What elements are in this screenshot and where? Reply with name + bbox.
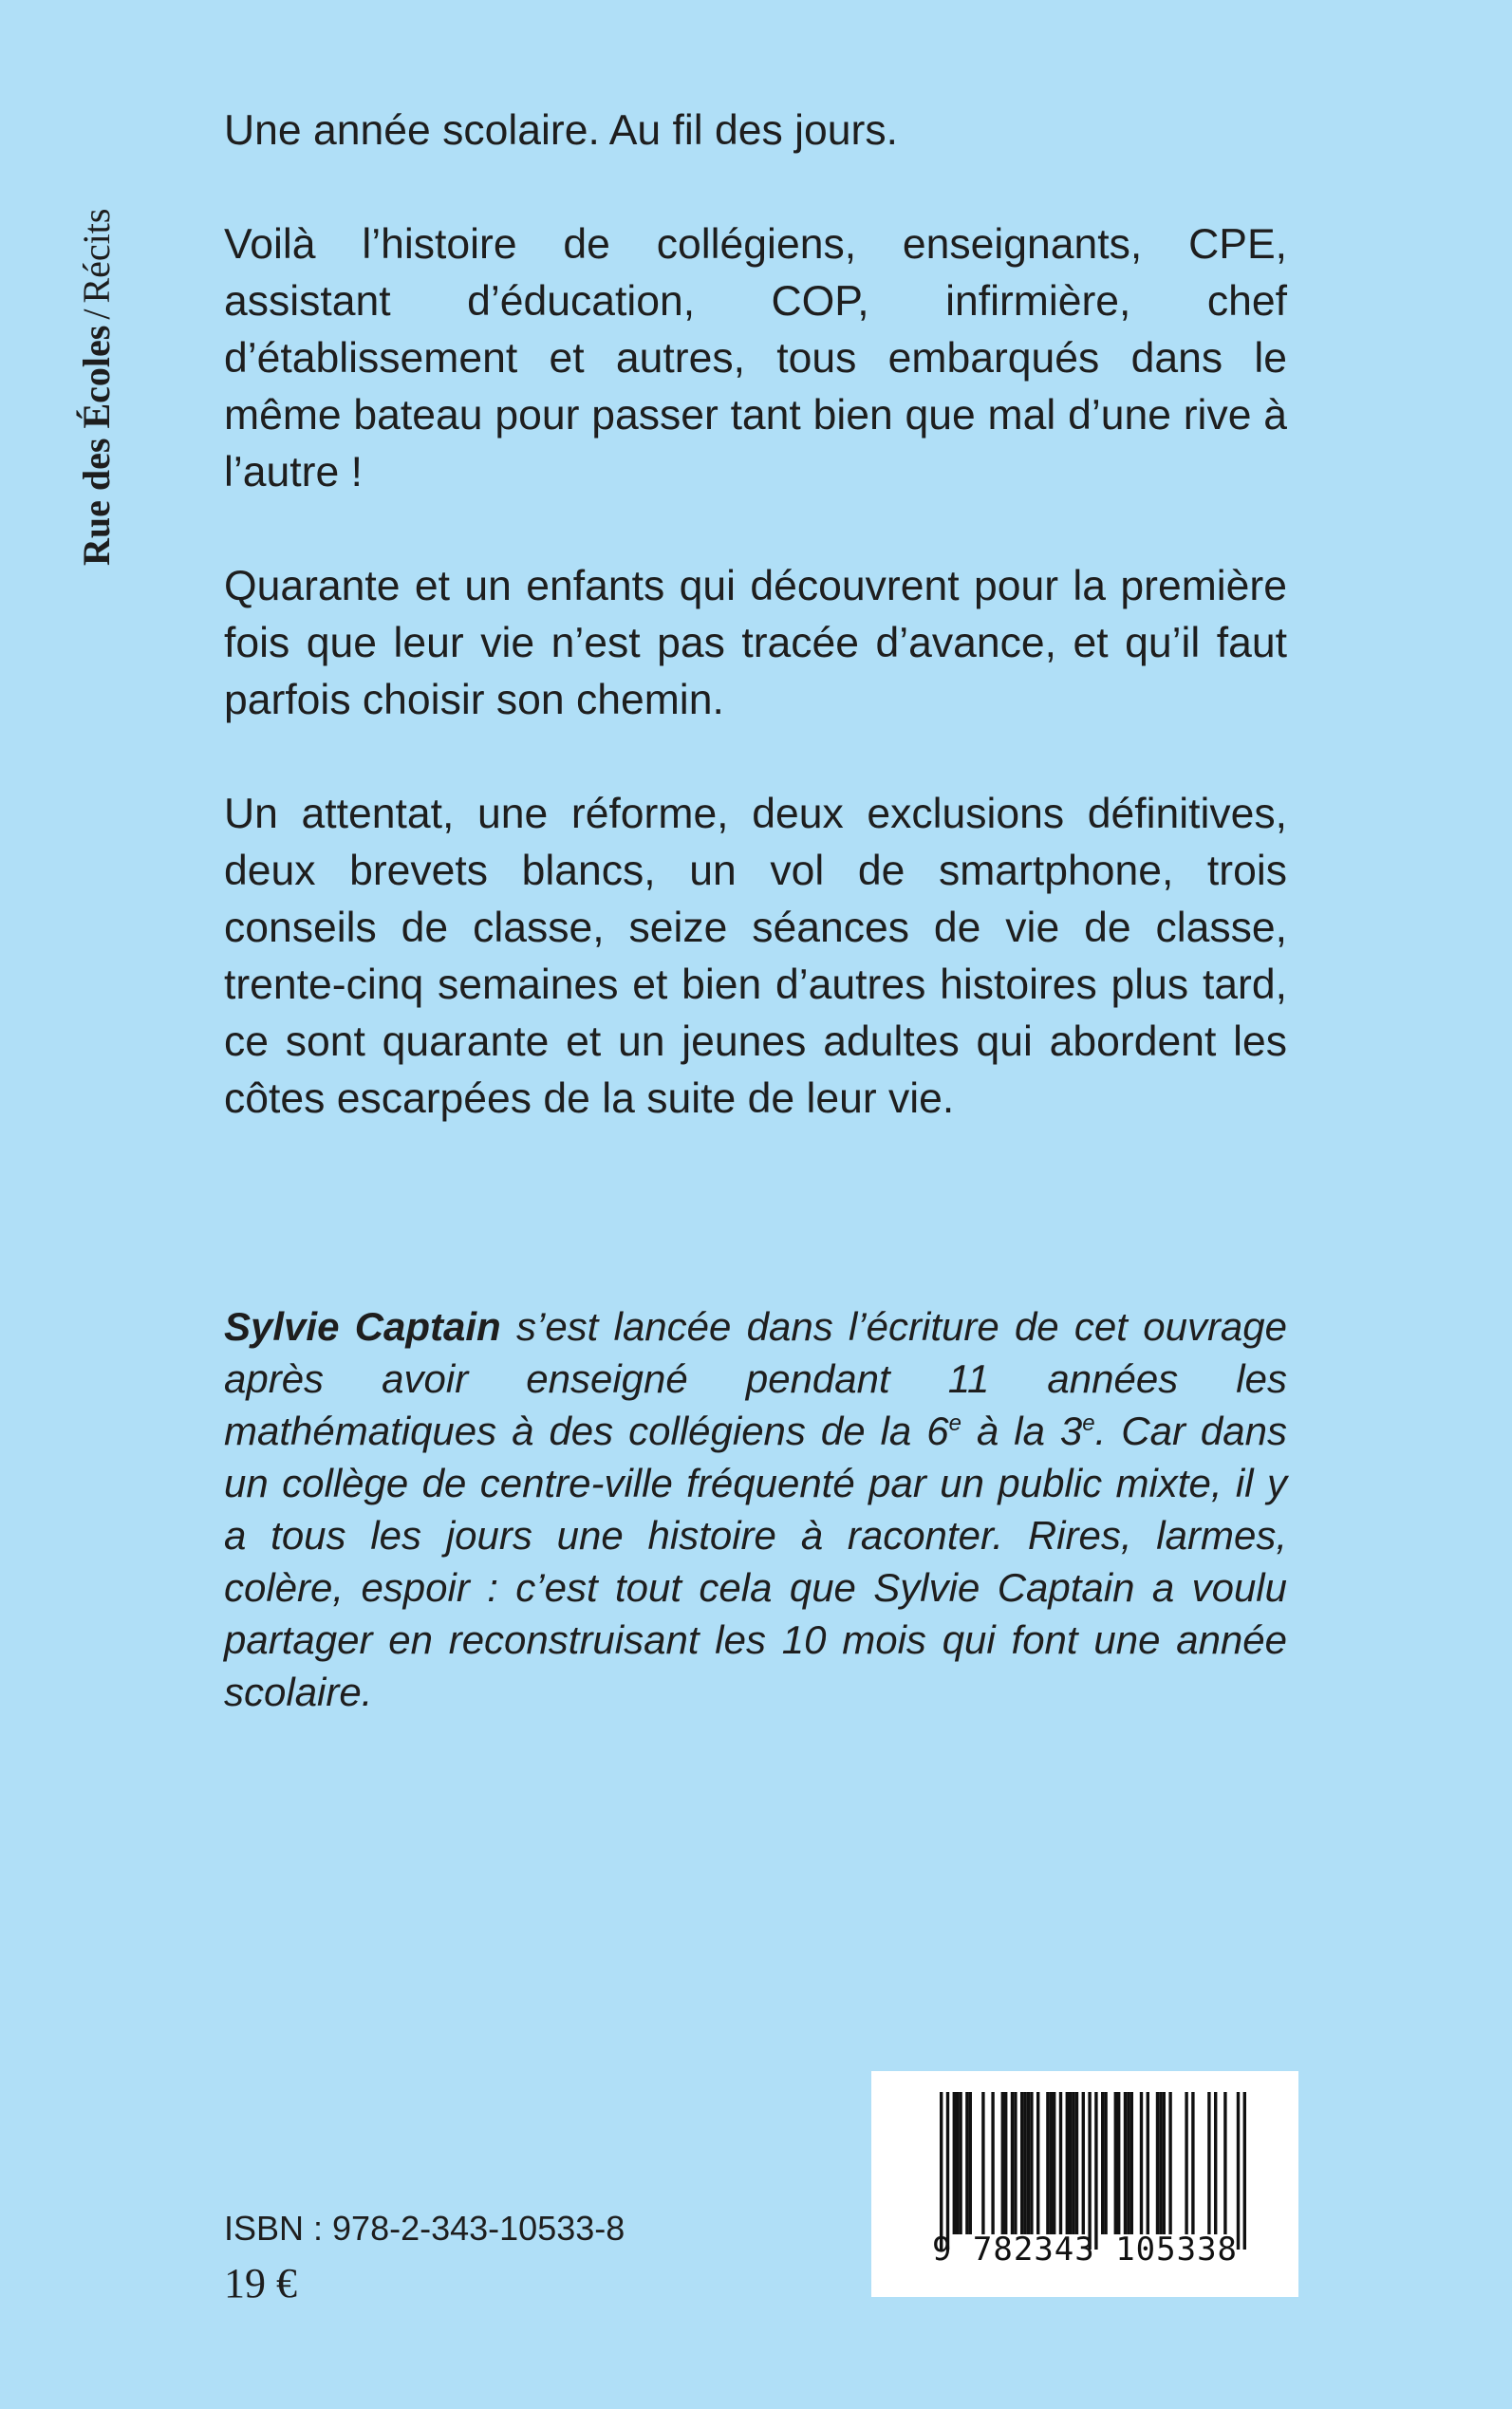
barcode-bar-34 <box>1127 2092 1129 2234</box>
barcode-bar-31 <box>1114 2092 1117 2234</box>
blurb <box>224 103 1287 1185</box>
author-bio <box>224 1300 1287 1718</box>
barcode-bar-4 <box>959 2092 961 2234</box>
barcode-bar-10 <box>1004 2092 1007 2234</box>
barcode-bar-36 <box>1140 2092 1143 2234</box>
barcode-bar-5 <box>965 2092 968 2234</box>
bio-text-3: . Car dans un collège de centre-ville fréquenté par un public mixte, il y a tous les jours une histoire à raconter. Rires, larmes, colère, espoir : c’est tout cela que Sylvie Captain a voulu partager en reconstruisant les 10 mois qui font une année scolaire. <box>224 1409 1287 1714</box>
barcode-bar-26 <box>1082 2092 1085 2234</box>
barcode-bar-42 <box>1185 2092 1187 2234</box>
series-separator: / <box>75 308 118 320</box>
barcode-bar-48 <box>1243 2092 1246 2250</box>
barcode-bar-33 <box>1124 2092 1127 2234</box>
barcode-bar-30 <box>1104 2092 1107 2234</box>
barcode-bar-11 <box>1011 2092 1014 2234</box>
barcode-bar-37 <box>1147 2092 1149 2234</box>
barcode-bar-45 <box>1214 2092 1217 2234</box>
barcode-bar-16 <box>1030 2092 1033 2234</box>
barcode-bar-38 <box>1156 2092 1159 2234</box>
barcode-bar-39 <box>1159 2092 1162 2234</box>
bio-superscript-2: e <box>1082 1410 1095 1436</box>
barcode-bar-7 <box>981 2092 984 2234</box>
barcode-bar-8 <box>991 2092 994 2234</box>
barcode-bar-44 <box>1207 2092 1210 2234</box>
barcode-bar-17 <box>1036 2092 1039 2234</box>
bio-superscript-1: e <box>948 1410 961 1436</box>
barcode-bar-1 <box>946 2092 949 2250</box>
barcode-bar-9 <box>1001 2092 1004 2234</box>
barcode-bar-40 <box>1163 2092 1166 2234</box>
series-name: Rue des Écoles <box>75 325 118 566</box>
barcode-bar-22 <box>1066 2092 1069 2234</box>
barcode-bar-19 <box>1050 2092 1053 2234</box>
barcode-bar-0 <box>940 2092 943 2250</box>
barcode-bar-21 <box>1059 2092 1062 2234</box>
barcode-bar-25 <box>1075 2092 1078 2234</box>
barcode-bar-28 <box>1094 2092 1097 2250</box>
barcode-bar-35 <box>1130 2092 1133 2234</box>
barcode-bar-6 <box>969 2092 972 2234</box>
barcode-bar-47 <box>1237 2092 1240 2250</box>
barcode-bar-3 <box>956 2092 959 2234</box>
barcode-bar-27 <box>1088 2092 1091 2250</box>
bio-text-2: à la 3 <box>961 1409 1083 1453</box>
spine-text <box>74 209 120 566</box>
barcode-bar-24 <box>1072 2092 1074 2234</box>
barcode-bar-12 <box>1014 2092 1017 2234</box>
blurb-paragraph-3: Quarante et un enfants qui découvrent pour la première fois que leur vie n’est pas tracée d’avance, et qu’il faut parfois choisir son chemin. <box>224 563 1287 723</box>
blurb-paragraph-2: Voilà l’histoire de collégiens, enseignants, CPE, assistant d’éducation, COP, infirmière, chef d’établissement et autres, tous embarqués dans le même bateau pour passer tant bien que mal d’une rive à l’autre ! <box>224 221 1287 495</box>
blurb-paragraph-4: Un attentat, une réforme, deux exclusions définitives, deux brevets blancs, un vol de smartphone, trois conseils de classe, seize séances de vie de classe, trente-cinq semaines et bien d’autres histoires plus tard, ce sont quarante et un jeunes adultes qui abordent les côtes escarpées de la suite de leur vie. <box>224 791 1287 1122</box>
barcode-bar-23 <box>1069 2092 1072 2234</box>
barcode-digits: 9 782343 105338 <box>931 2231 1239 2269</box>
collection-name: Récits <box>75 208 118 304</box>
barcode-bar-20 <box>1053 2092 1055 2234</box>
barcode <box>871 2071 1298 2297</box>
barcode-bar-46 <box>1223 2092 1226 2234</box>
barcode-bar-14 <box>1023 2092 1026 2234</box>
author-name: Sylvie Captain <box>224 1304 501 1349</box>
barcode-bar-2 <box>953 2092 956 2234</box>
barcode-bar-41 <box>1168 2092 1171 2234</box>
isbn-label: ISBN : 978-2-343-10533-8 <box>224 2209 625 2248</box>
barcode-bar-32 <box>1117 2092 1120 2234</box>
barcode-bar-43 <box>1191 2092 1194 2234</box>
blurb-paragraph-1: Une année scolaire. Au fil des jours. <box>224 107 898 154</box>
barcode-bar-29 <box>1101 2092 1104 2234</box>
bio-text-1: s’est lancée dans l’écriture de cet ouvrage après avoir enseigné pendant 11 années les mathématiques à des collégiens de la 6 <box>224 1304 1288 1453</box>
barcode-bar-15 <box>1027 2092 1030 2234</box>
barcode-bar-18 <box>1046 2092 1049 2234</box>
price-label: 19 € <box>224 2260 297 2306</box>
barcode-bar-13 <box>1020 2092 1023 2234</box>
